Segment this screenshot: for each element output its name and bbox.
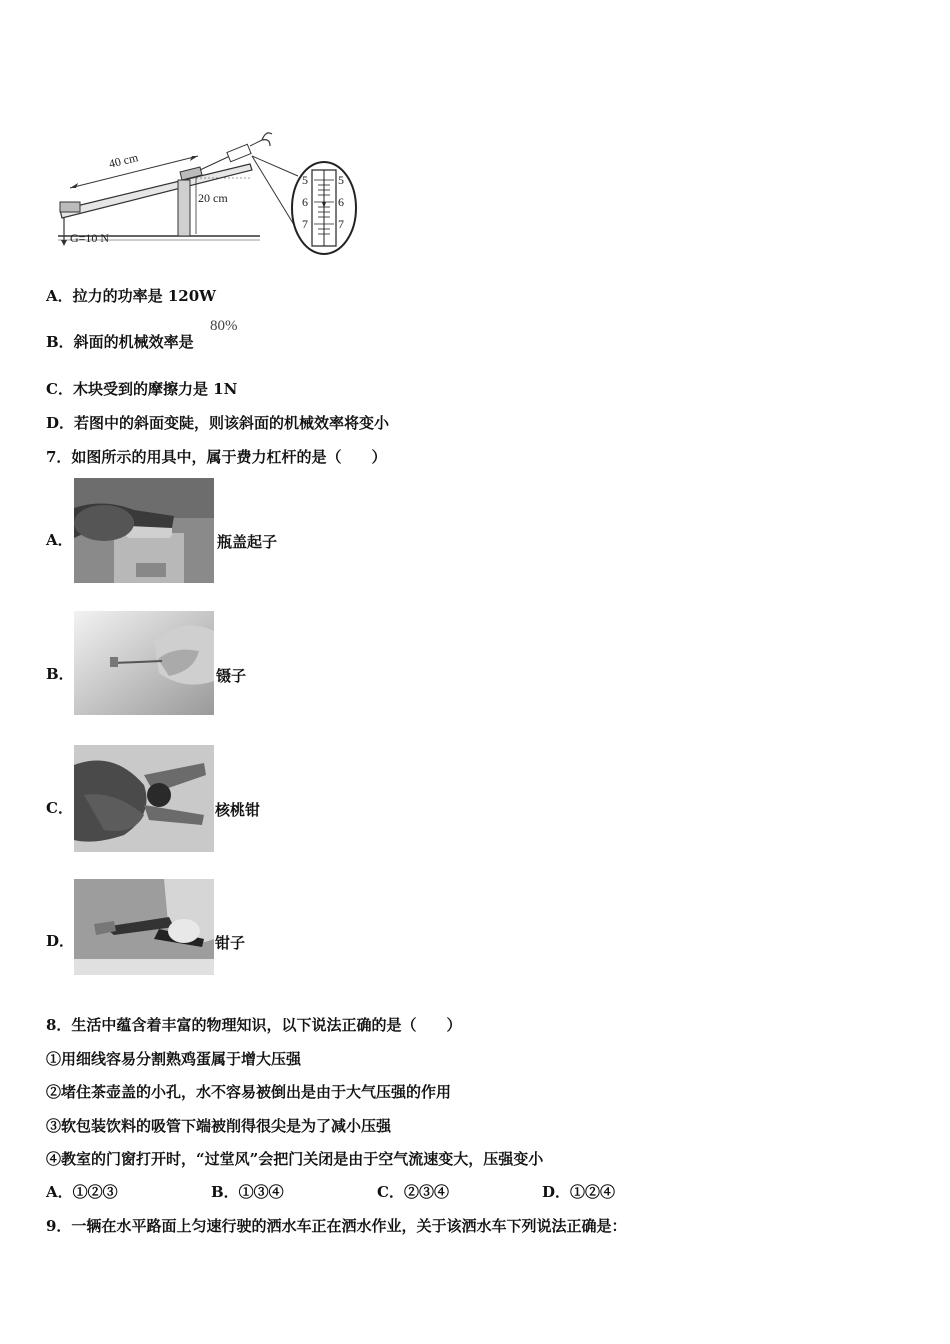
- scale-tick-left-7: 7: [302, 217, 308, 231]
- scale-tick-left-6: 6: [302, 195, 308, 209]
- height-label: 20 cm: [198, 191, 228, 205]
- q7-option-c-label: 核桃钳: [215, 801, 261, 819]
- q8-stem: 8．生活中蕴含着丰富的物理知识，以下说法正确的是（ ）: [46, 1016, 462, 1034]
- q9-stem: 9．一辆在水平路面上匀速行驶的洒水车正在洒水作业，关于该洒水车下列说法正确是：: [46, 1217, 627, 1235]
- q8-choice-b: B．①③④: [211, 1183, 284, 1201]
- nutcracker-photo: [74, 745, 214, 852]
- q7-stem: 7．如图所示的用具中，属于费力杠杆的是（ ）: [46, 448, 387, 466]
- q7-option-b-label: 镊子: [216, 667, 247, 685]
- bottle-opener-photo: [74, 478, 214, 583]
- pliers-photo: [74, 879, 214, 975]
- q6-option-c: C．木块受到的摩擦力是 1N: [46, 380, 238, 398]
- q8-choice-d: D．①②④: [542, 1183, 616, 1201]
- inclined-plane-figure: [40, 128, 370, 262]
- scale-tick-left-5: 5: [302, 173, 308, 187]
- q8-statement-1: ①用细线容易分割熟鸡蛋属于增大压强: [46, 1050, 302, 1068]
- q8-choice-c: C．②③④: [377, 1183, 449, 1201]
- q6-option-d: D．若图中的斜面变陡，则该斜面的机械效率将变小: [46, 414, 390, 432]
- tweezers-photo: [74, 611, 214, 715]
- q6-option-b-value: 80%: [210, 318, 238, 334]
- q8-statement-2: ②堵住茶壶盖的小孔，水不容易被倒出是由于大气压强的作用: [46, 1083, 452, 1101]
- length-label: 40 cm: [107, 150, 140, 171]
- scale-tick-right-5: 5: [338, 173, 344, 187]
- weight-label: G=10 N: [70, 231, 110, 245]
- scale-tick-right-7: 7: [338, 217, 344, 231]
- q6-option-b: B．斜面的机械效率是: [46, 333, 194, 351]
- scale-tick-right-6: 6: [338, 195, 344, 209]
- q7-option-c-letter: C．: [46, 799, 73, 817]
- q8-statement-4: ④教室的门窗打开时，“过堂风”会把门关闭是由于空气流速变大，压强变小: [46, 1150, 544, 1168]
- q7-option-a-letter: A．: [46, 531, 73, 549]
- q7-option-a-label: 瓶盖起子: [217, 533, 278, 551]
- q8-choice-a: A．①②③: [46, 1183, 118, 1201]
- q6-option-a: A．拉力的功率是 120W: [46, 287, 217, 305]
- q7-option-d-letter: D．: [46, 932, 75, 950]
- q7-option-d-label: 钳子: [215, 934, 246, 952]
- q8-statement-3: ③软包装饮料的吸管下端被削得很尖是为了减小压强: [46, 1117, 392, 1135]
- q7-option-b-letter: B．: [46, 665, 74, 683]
